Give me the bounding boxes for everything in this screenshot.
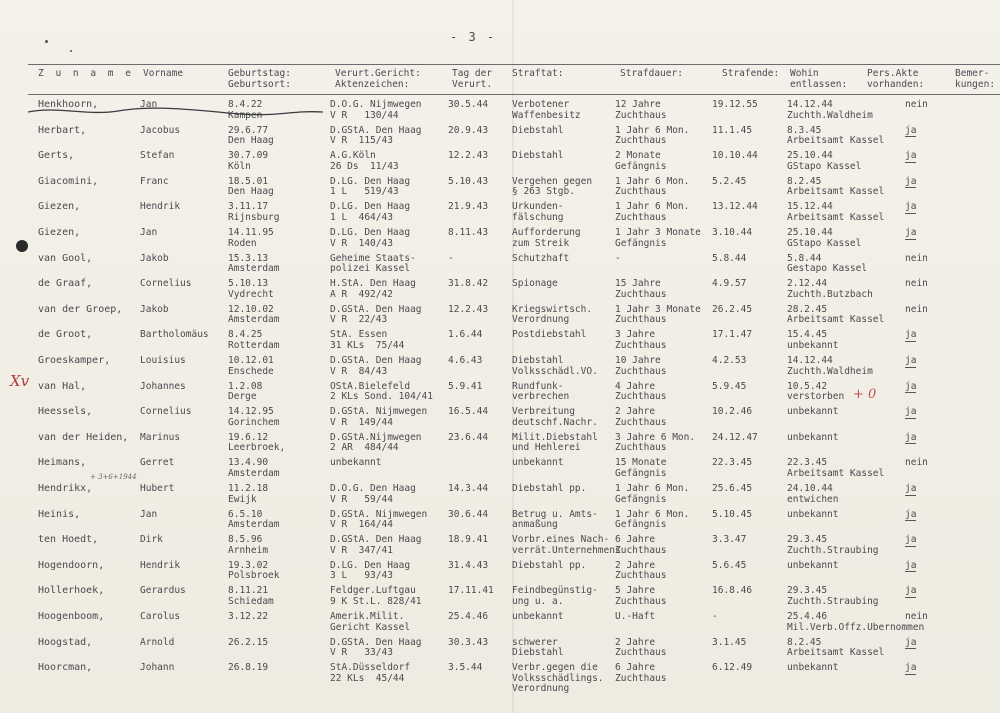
row-geburt: 3.11.17 Rijnsburg bbox=[228, 201, 280, 223]
table-row bbox=[0, 458, 1000, 483]
row-entlassen: 24.10.44 entwichen bbox=[787, 483, 839, 505]
row-pers-akte: ja bbox=[905, 380, 917, 392]
row-gericht: StA. Essen 31 KLs 75/44 bbox=[330, 329, 405, 351]
row-zuname: van Gool, bbox=[38, 252, 93, 264]
row-entlassen: 29.3.45 Zuchth.Straubing bbox=[787, 585, 879, 607]
row-gericht: A.G.Köln 26 Ds 11/43 bbox=[330, 150, 399, 172]
row-gericht: D.GStA.Nijmwegen 2 AR 484/44 bbox=[330, 431, 422, 454]
row-straftat: Diebstahl pp. bbox=[512, 483, 587, 494]
row-geburt: 19.6.12 Leerbroek, bbox=[228, 431, 286, 454]
row-pers-akte: ja bbox=[905, 227, 917, 238]
row-strafdauer: 1 Jahr 6 Mon. Zuchthaus bbox=[615, 124, 690, 147]
row-zuname: ten Hoedt, bbox=[38, 534, 99, 546]
row-pers-akte: ja bbox=[905, 150, 917, 162]
row-zuname: Groeskamper, bbox=[38, 355, 111, 366]
header-vorname: Vorname bbox=[143, 68, 184, 79]
table-row bbox=[0, 433, 1000, 458]
row-strafdauer: 1 Jahr 6 Mon. Gefängnis bbox=[615, 483, 690, 505]
row-zuname: Hollerhoek, bbox=[38, 585, 105, 597]
row-entlassen: 25.4.46 Mil.Verb.Offz.Ubernommen bbox=[787, 611, 925, 633]
row-zuname: Henkhoorn, bbox=[38, 99, 99, 110]
row-strafende: 22.3.45 bbox=[712, 457, 753, 469]
row-geburt: 3.12.22 bbox=[228, 611, 269, 622]
row-strafdauer: 15 Monate Gefängnis bbox=[615, 457, 667, 479]
row-straftat: Postdiebstahl bbox=[512, 329, 587, 341]
row-pers-akte: ja bbox=[905, 329, 917, 341]
row-strafende: 17.1.47 bbox=[712, 329, 753, 341]
row-strafdauer: 3 Jahre Zuchthaus bbox=[615, 329, 667, 351]
row-strafdauer: 1 Jahr 6 Mon. Gefängnis bbox=[615, 508, 690, 531]
handwritten-note: + 3+6+1944 bbox=[90, 473, 137, 481]
row-vorname: Gerardus bbox=[140, 585, 186, 597]
row-straftat: Feindbegünstig- ung u. a. bbox=[512, 585, 598, 607]
row-pers-akte: ja bbox=[905, 406, 917, 418]
row-vorname: Gerret bbox=[140, 457, 175, 469]
row-pers-akte: ja bbox=[905, 124, 917, 136]
table-row bbox=[0, 330, 1000, 355]
row-strafende: 13.12.44 bbox=[712, 201, 758, 213]
row-tag-verurt: 12.2.43 bbox=[448, 150, 489, 162]
table-row bbox=[0, 561, 1000, 586]
row-vorname: Hendrik bbox=[140, 201, 181, 213]
row-strafende: 5.8.44 bbox=[712, 252, 747, 264]
row-tag-verurt: 1.6.44 bbox=[448, 329, 483, 341]
row-zuname: Giezen, bbox=[38, 201, 81, 213]
row-zuname: Hendrikx, bbox=[38, 483, 93, 494]
table-row bbox=[0, 254, 1000, 279]
row-zuname: van Hal, bbox=[38, 380, 87, 392]
row-strafdauer: 4 Jahre Zuchthaus bbox=[615, 380, 667, 403]
row-tag-verurt: 23.6.44 bbox=[448, 431, 489, 443]
row-geburt: 29.6.77 Den Haag bbox=[228, 124, 274, 147]
row-gericht: unbekannt bbox=[330, 457, 382, 469]
row-gericht: StA.Düsseldorf 22 KLs 45/44 bbox=[330, 662, 411, 684]
handwritten-xv-mark: Xv bbox=[10, 372, 30, 390]
row-pers-akte: nein bbox=[905, 278, 928, 290]
table-row bbox=[0, 356, 1000, 381]
row-pers-akte: ja bbox=[905, 636, 917, 648]
row-entlassen: unbekannt bbox=[787, 662, 839, 674]
row-zuname: van der Heiden, bbox=[38, 431, 129, 443]
row-straftat: Kriegswirtsch. Verordnung bbox=[512, 303, 593, 326]
row-geburt: 11.2.18 Ewijk bbox=[228, 483, 269, 505]
row-entlassen: unbekannt bbox=[787, 431, 839, 443]
header-top-rule bbox=[28, 64, 1000, 65]
row-vorname: Bartholomäus bbox=[140, 329, 209, 341]
row-strafende: 6.12.49 bbox=[712, 662, 753, 674]
row-straftat: Verbr.gegen die Volksschädlings. Verordnung bbox=[512, 662, 604, 695]
table-row bbox=[0, 638, 1000, 663]
table-row bbox=[0, 228, 1000, 253]
row-straftat: unbekannt bbox=[512, 457, 564, 469]
row-straftat: schwerer Diebstahl bbox=[512, 636, 564, 659]
row-tag-verurt: 31.8.42 bbox=[448, 278, 489, 290]
row-gericht: D.GStA. Den Haag V R 84/43 bbox=[330, 355, 422, 377]
row-vorname: Hubert bbox=[140, 483, 175, 494]
header-bemerkungen: Bemer- kungen: bbox=[955, 68, 996, 90]
row-pers-akte: nein bbox=[905, 252, 928, 264]
row-entlassen: 29.3.45 Zuchth.Straubing bbox=[787, 534, 879, 556]
row-entlassen: 15.4.45 unbekannt bbox=[787, 329, 839, 351]
row-vorname: Jakob bbox=[140, 252, 169, 264]
row-gericht: Geheime Staats- polizei Kassel bbox=[330, 252, 416, 275]
header-geburt: Geburtstag: Geburtsort: bbox=[228, 68, 291, 90]
row-zuname: Herbart, bbox=[38, 124, 87, 136]
row-strafende: 11.1.45 bbox=[712, 124, 753, 136]
row-tag-verurt: 30.5.44 bbox=[448, 99, 489, 110]
row-tag-verurt: 5.10.43 bbox=[448, 175, 489, 187]
row-zuname: van der Groep, bbox=[38, 303, 123, 315]
row-vorname: Johann bbox=[140, 662, 175, 674]
row-gericht: D.O.G. Den Haag V R 59/44 bbox=[330, 483, 416, 505]
red-cross-mark: + 0 bbox=[853, 387, 877, 402]
row-tag-verurt: 8.11.43 bbox=[448, 227, 489, 238]
row-tag-verurt: 25.4.46 bbox=[448, 611, 489, 622]
header-bottom-rule bbox=[28, 94, 1000, 95]
header-straftat: Straftat: bbox=[512, 68, 564, 79]
table-row bbox=[0, 586, 1000, 611]
table-row bbox=[0, 382, 1000, 407]
row-straftat: Verbreitung deutschf.Nachr. bbox=[512, 406, 598, 428]
row-entlassen: 14.12.44 Zuchth.Waldheim bbox=[787, 355, 873, 377]
row-straftat: Milit.Diebstahl und Hehlerei bbox=[512, 431, 598, 454]
row-geburt: 8.4.22 Kampen bbox=[228, 99, 263, 121]
row-tag-verurt: 4.6.43 bbox=[448, 355, 483, 366]
row-tag-verurt: 30.3.43 bbox=[448, 636, 489, 648]
row-vorname: Jan bbox=[140, 99, 158, 110]
row-straftat: Spionage bbox=[512, 278, 558, 290]
row-vorname: Jan bbox=[140, 227, 158, 238]
row-strafende: 4.2.53 bbox=[712, 355, 747, 366]
row-gericht: Amerik.Milit. Gericht Kassel bbox=[330, 611, 411, 633]
table-row bbox=[0, 151, 1000, 176]
row-pers-akte: nein bbox=[905, 99, 928, 110]
row-strafdauer: 1 Jahr 3 Monate Zuchthaus bbox=[615, 303, 701, 326]
row-tag-verurt: 16.5.44 bbox=[448, 406, 489, 418]
row-strafende: 5.6.45 bbox=[712, 559, 747, 571]
row-straftat: Diebstahl bbox=[512, 124, 564, 136]
row-vorname: Carolus bbox=[140, 611, 181, 622]
row-strafende: 4.9.57 bbox=[712, 278, 747, 290]
row-entlassen: unbekannt bbox=[787, 559, 839, 571]
row-geburt: 12.10.02 Amsterdam bbox=[228, 303, 280, 326]
header-strafdauer: Strafdauer: bbox=[620, 68, 683, 79]
row-strafende: 24.12.47 bbox=[712, 431, 758, 443]
row-entlassen: 14.12.44 Zuchth.Waldheim bbox=[787, 99, 873, 121]
row-straftat: Diebstahl bbox=[512, 150, 564, 162]
row-strafdauer: 1 Jahr 6 Mon. Zuchthaus bbox=[615, 175, 690, 198]
row-geburt: 5.10.13 Vydrecht bbox=[228, 278, 274, 300]
row-zuname: Hogendoorn, bbox=[38, 559, 105, 571]
row-pers-akte: nein bbox=[905, 611, 928, 622]
row-straftat: Schutzhaft bbox=[512, 252, 570, 264]
row-geburt: 14.12.95 Gorinchem bbox=[228, 406, 280, 428]
row-pers-akte: ja bbox=[905, 175, 917, 187]
row-pers-akte: ja bbox=[905, 508, 917, 520]
row-geburt: 8.5.96 Arnheim bbox=[228, 534, 269, 556]
row-strafende: 5.9.45 bbox=[712, 380, 747, 392]
row-vorname: Louisius bbox=[140, 355, 186, 366]
row-strafdauer: 2 Jahre Zuchthaus bbox=[615, 559, 667, 582]
row-strafdauer: 2 Monate Gefängnis bbox=[615, 150, 667, 172]
row-straftat: Vergehen gegen § 263 Stgb. bbox=[512, 175, 593, 198]
row-tag-verurt: 14.3.44 bbox=[448, 483, 489, 494]
row-pers-akte: ja bbox=[905, 201, 917, 213]
row-entlassen: 8.3.45 Arbeitsamt Kassel bbox=[787, 124, 885, 147]
row-vorname: Marinus bbox=[140, 431, 181, 443]
row-geburt: 19.3.02 Polsbroek bbox=[228, 559, 280, 582]
row-strafende: 19.12.55 bbox=[712, 99, 758, 110]
row-strafende: 26.2.45 bbox=[712, 303, 753, 315]
table-row bbox=[0, 126, 1000, 151]
row-tag-verurt: - bbox=[448, 252, 454, 264]
row-entlassen: 25.10.44 GStapo Kassel bbox=[787, 227, 862, 249]
row-gericht: D.GStA. Den Haag V R 33/43 bbox=[330, 636, 422, 659]
table-row bbox=[0, 612, 1000, 637]
row-pers-akte: ja bbox=[905, 559, 917, 571]
row-vorname: Dirk bbox=[140, 534, 163, 546]
row-pers-akte: ja bbox=[905, 534, 917, 546]
row-tag-verurt: 31.4.43 bbox=[448, 559, 489, 571]
row-gericht: D.GStA. Den Haag V R 347/41 bbox=[330, 534, 422, 556]
row-vorname: Franc bbox=[140, 175, 169, 187]
row-geburt: 6.5.10 Amsterdam bbox=[228, 508, 280, 531]
row-vorname: Cornelius bbox=[140, 278, 192, 290]
row-strafdauer: 5 Jahre Zuchthaus bbox=[615, 585, 667, 607]
row-geburt: 30.7.09 Köln bbox=[228, 150, 269, 172]
row-gericht: H.StA. Den Haag A R 492/42 bbox=[330, 278, 416, 300]
row-geburt: 13.4.90 Amsterdam bbox=[228, 457, 280, 479]
row-zuname: de Graaf, bbox=[38, 278, 93, 290]
table-row bbox=[0, 662, 1000, 695]
row-pers-akte: nein bbox=[905, 303, 928, 315]
row-straftat: Diebstahl pp. bbox=[512, 559, 587, 571]
header-strafende: Strafende: bbox=[722, 68, 780, 79]
row-straftat: Verbotener Waffenbesitz bbox=[512, 99, 581, 121]
row-strafdauer: 10 Jahre Zuchthaus bbox=[615, 355, 667, 377]
row-zuname: Giezen, bbox=[38, 227, 81, 238]
row-gericht: D.GStA. Den Haag V R 22/43 bbox=[330, 303, 422, 326]
row-geburt: 8.4.25 Rotterdam bbox=[228, 329, 280, 351]
row-strafende: 10.10.44 bbox=[712, 150, 758, 162]
table-row bbox=[0, 407, 1000, 432]
row-gericht: D.GStA. Nijmwegen V R 164/44 bbox=[330, 508, 428, 531]
row-strafdauer: 2 Jahre Zuchthaus bbox=[615, 406, 667, 428]
header-zuname: Z u n a m e bbox=[38, 68, 134, 79]
row-strafende: 5.10.45 bbox=[712, 508, 753, 520]
row-gericht: D.LG. Den Haag 1 L 519/43 bbox=[330, 175, 411, 198]
row-strafende: 5.2.45 bbox=[712, 175, 747, 187]
row-tag-verurt: 30.6.44 bbox=[448, 508, 489, 520]
row-vorname: Arnold bbox=[140, 636, 175, 648]
row-entlassen: 8.2.45 Arbeitsamt Kassel bbox=[787, 175, 885, 198]
row-tag-verurt: 18.9.41 bbox=[448, 534, 489, 546]
row-pers-akte: nein bbox=[905, 457, 928, 469]
row-gericht: OStA.Bielefeld 2 KLs Sond. 104/41 bbox=[330, 380, 433, 403]
row-geburt: 1.2.08 Derge bbox=[228, 380, 263, 403]
row-geburt: 18.5.01 Den Haag bbox=[228, 175, 274, 198]
row-pers-akte: ja bbox=[905, 483, 917, 494]
row-gericht: D.GStA. Den Haag V R 115/43 bbox=[330, 124, 422, 147]
row-straftat: unbekannt bbox=[512, 611, 564, 622]
row-gericht: D.LG. Den Haag 1 L 464/43 bbox=[330, 201, 411, 223]
row-zuname: Gerts, bbox=[38, 150, 75, 162]
row-strafende: 10.2.46 bbox=[712, 406, 753, 418]
row-gericht: Feldger.Luftgau 9 K St.L. 828/41 bbox=[330, 585, 422, 607]
row-tag-verurt: 21.9.43 bbox=[448, 201, 489, 213]
header-tag-verurt: Tag der Verurt. bbox=[452, 68, 493, 90]
row-entlassen: 15.12.44 Arbeitsamt Kassel bbox=[787, 201, 885, 223]
row-tag-verurt: 3.5.44 bbox=[448, 662, 483, 674]
row-straftat: Urkunden- fälschung bbox=[512, 201, 564, 223]
row-zuname: Heessels, bbox=[38, 406, 93, 418]
row-strafende: 3.3.47 bbox=[712, 534, 747, 546]
row-pers-akte: ja bbox=[905, 585, 917, 597]
row-geburt: 14.11.95 Roden bbox=[228, 227, 274, 249]
row-strafdauer: 2 Jahre Zuchthaus bbox=[615, 636, 667, 659]
row-vorname: Hendrik bbox=[140, 559, 181, 571]
row-strafdauer: 1 Jahr 6 Mon. Zuchthaus bbox=[615, 201, 690, 223]
row-strafdauer: U.-Haft bbox=[615, 611, 656, 622]
row-straftat: Diebstahl Volksschädl.VO. bbox=[512, 355, 598, 377]
row-vorname: Cornelius bbox=[140, 406, 192, 418]
row-geburt: 26.8.19 bbox=[228, 662, 269, 674]
row-strafende: 16.8.46 bbox=[712, 585, 753, 597]
row-strafdauer: 6 Jahre Zuchthaus bbox=[615, 662, 667, 684]
row-entlassen: unbekannt bbox=[787, 406, 839, 418]
row-geburt: 10.12.01 Enschede bbox=[228, 355, 274, 377]
row-entlassen: 8.2.45 Arbeitsamt Kassel bbox=[787, 636, 885, 659]
row-tag-verurt: 17.11.41 bbox=[448, 585, 494, 597]
row-straftat: Rundfunk- verbrechen bbox=[512, 380, 570, 403]
row-vorname: Jan bbox=[140, 508, 158, 520]
row-tag-verurt: 5.9.41 bbox=[448, 380, 483, 392]
row-tag-verurt: 12.2.43 bbox=[448, 303, 489, 315]
row-entlassen: 22.3.45 Arbeitsamt Kassel bbox=[787, 457, 885, 479]
row-geburt: 15.3.13 Amsterdam bbox=[228, 252, 280, 275]
strikethrough-line bbox=[28, 100, 328, 120]
row-strafende: 3.1.45 bbox=[712, 636, 747, 648]
row-zuname: Hoogstad, bbox=[38, 636, 93, 648]
header-entlassen: Wohin entlassen: bbox=[790, 68, 848, 90]
row-zuname: Heinis, bbox=[38, 508, 81, 520]
row-zuname: Hoogenboom, bbox=[38, 611, 105, 622]
ink-dot bbox=[70, 50, 72, 52]
table-row bbox=[0, 535, 1000, 560]
row-zuname: Hoorcman, bbox=[38, 662, 93, 674]
row-strafdauer: 6 Jahre Zuchthaus bbox=[615, 534, 667, 556]
row-gericht: D.GStA. Nijmwegen V R 149/44 bbox=[330, 406, 428, 428]
row-tag-verurt: 20.9.43 bbox=[448, 124, 489, 136]
row-vorname: Johannes bbox=[140, 380, 186, 392]
row-straftat: Betrug u. Amts- anmaßung bbox=[512, 508, 598, 531]
row-pers-akte: ja bbox=[905, 662, 917, 674]
header-pers-akte: Pers.Akte vorhanden: bbox=[867, 68, 925, 90]
row-zuname: Giacomini, bbox=[38, 175, 99, 187]
row-entlassen: 5.8.44 Gestapo Kassel bbox=[787, 252, 868, 275]
row-pers-akte: ja bbox=[905, 431, 917, 443]
row-entlassen: unbekannt bbox=[787, 508, 839, 520]
row-strafdauer: 12 Jahre Zuchthaus bbox=[615, 99, 667, 121]
row-entlassen: 25.10.44 GStapo Kassel bbox=[787, 150, 862, 172]
row-strafdauer: 1 Jahr 3 Monate Gefängnis bbox=[615, 227, 701, 249]
row-pers-akte: ja bbox=[905, 355, 917, 366]
table-row bbox=[0, 279, 1000, 304]
table-row bbox=[0, 484, 1000, 509]
row-zuname: de Groot, bbox=[38, 329, 93, 341]
row-gericht: D.LG. Den Haag V R 140/43 bbox=[330, 227, 411, 249]
row-geburt: 26.2.15 bbox=[228, 636, 269, 648]
ink-dot bbox=[45, 40, 48, 43]
row-strafdauer: 3 Jahre 6 Mon. Zuchthaus bbox=[615, 431, 696, 454]
page-number: - 3 - bbox=[450, 30, 497, 44]
row-gericht: D.O.G. Nijmwegen V R 130/44 bbox=[330, 99, 422, 121]
header-gericht: Verurt.Gericht: Aktenzeichen: bbox=[335, 68, 421, 90]
row-straftat: Aufforderung zum Streik bbox=[512, 227, 581, 249]
row-strafende: 3.10.44 bbox=[712, 227, 753, 238]
table-row bbox=[0, 510, 1000, 535]
row-strafdauer: 15 Jahre Zuchthaus bbox=[615, 278, 667, 300]
row-strafende: - bbox=[712, 611, 718, 622]
table-row bbox=[0, 202, 1000, 227]
row-geburt: 8.11.21 Schiedam bbox=[228, 585, 274, 607]
row-entlassen: 28.2.45 Arbeitsamt Kassel bbox=[787, 303, 885, 326]
row-entlassen: 10.5.42 verstorben bbox=[787, 380, 845, 403]
row-entlassen: 2.12.44 Zuchth.Butzbach bbox=[787, 278, 873, 300]
row-vorname: Jacobus bbox=[140, 124, 181, 136]
table-row bbox=[0, 305, 1000, 330]
row-vorname: Stefan bbox=[140, 150, 175, 162]
row-straftat: Vorbr.eines Nach- verrät.Unternehmens bbox=[512, 534, 621, 556]
row-strafende: 25.6.45 bbox=[712, 483, 753, 494]
row-strafdauer: - bbox=[615, 252, 621, 264]
table-row bbox=[0, 177, 1000, 202]
row-vorname: Jakob bbox=[140, 303, 169, 315]
row-gericht: D.LG. Den Haag 3 L 93/43 bbox=[330, 559, 411, 582]
row-zuname: Heimans, bbox=[38, 457, 87, 469]
